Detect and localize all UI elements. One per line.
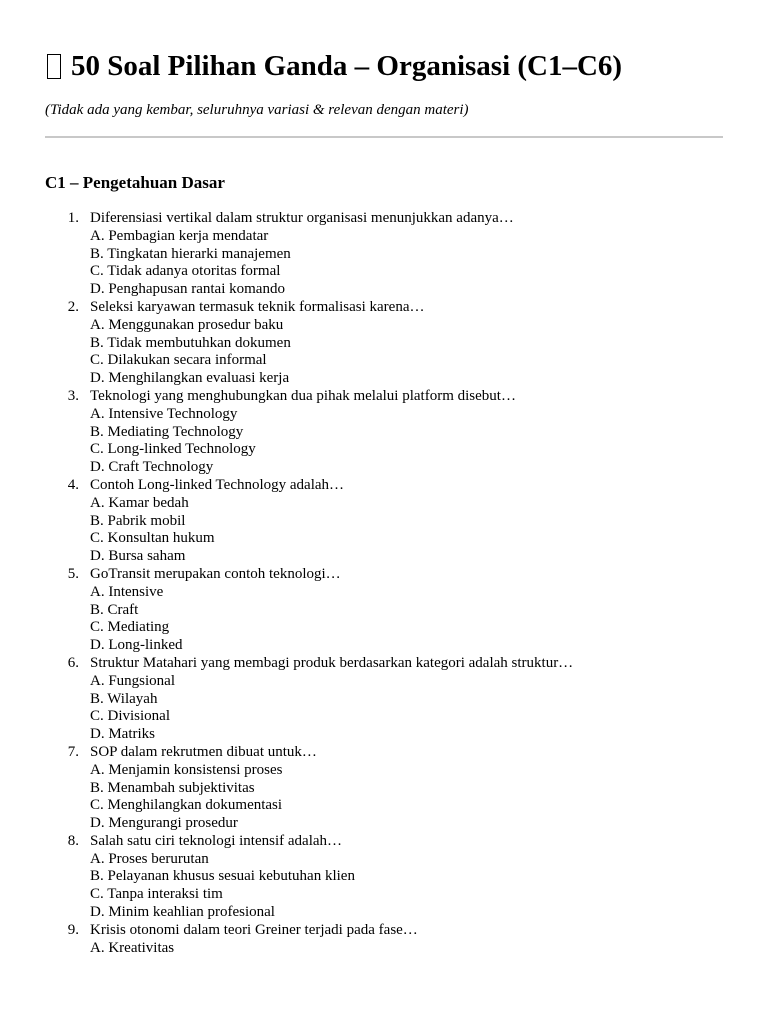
answer-option: A. Kreativitas: [90, 939, 175, 956]
question-text: Seleksi karyawan termasuk teknik formalisasi karena…: [90, 298, 425, 315]
answer-option: B. Mediating Technology: [90, 423, 244, 440]
question-number: 2.: [67, 298, 79, 315]
answer-option: C. Tanpa interaksi tim: [90, 886, 223, 903]
answer-option: D. Craft Technology: [90, 459, 214, 476]
answer-option: D. Matriks: [90, 726, 155, 743]
horizontal-divider: [45, 136, 723, 138]
answer-option: A. Pembagian kerja mendatar: [90, 227, 269, 244]
question-text: GoTransit merupakan contoh teknologi…: [90, 565, 341, 582]
answer-option: D. Penghapusan rantai komando: [90, 281, 285, 298]
answer-option: B. Craft: [90, 601, 139, 618]
question-number: 5.: [67, 565, 79, 582]
answer-option: C. Dilakukan secara informal: [90, 352, 267, 369]
question-item: [45, 210, 723, 299]
answer-option: D. Long-linked: [90, 637, 183, 654]
answer-option: B. Pelayanan khusus sesuai kebutuhan klien: [90, 868, 355, 885]
answer-option: B. Tingkatan hierarki manajemen: [90, 245, 291, 262]
answer-option: B. Tidak membutuhkan dokumen: [90, 334, 291, 351]
answer-option: D. Menghilangkan evaluasi kerja: [90, 370, 290, 387]
answer-option: A. Intensive Technology: [90, 405, 238, 422]
question-list: [45, 210, 723, 957]
question-text: Teknologi yang menghubungkan dua pihak melalui platform disebut…: [90, 387, 516, 404]
question-item: [45, 922, 723, 958]
question-item: [45, 566, 723, 655]
question-number: 1.: [67, 210, 79, 226]
question-number: 3.: [67, 387, 79, 404]
document-subtitle: (Tidak ada yang kembar, seluruhnya variasi & relevan dengan materi): [45, 102, 469, 118]
answer-option: A. Kamar bedah: [90, 494, 189, 511]
question-item: [45, 299, 723, 388]
answer-option: A. Menjamin konsistensi proses: [90, 761, 283, 778]
question-number: 4.: [67, 476, 79, 493]
question-item: [45, 833, 723, 922]
document-title-text: 50 Soal Pilihan Ganda – Organisasi (C1–C6): [71, 50, 623, 82]
answer-option: C. Long-linked Technology: [90, 441, 256, 458]
answer-option: C. Konsultan hukum: [90, 530, 215, 547]
question-text: Contoh Long-linked Technology adalah…: [90, 476, 345, 493]
question-text: Krisis otonomi dalam teori Greiner terjadi pada fase…: [90, 921, 418, 938]
question-number: 8.: [67, 832, 79, 849]
clipboard-icon: [47, 54, 61, 79]
answer-option: B. Pabrik mobil: [90, 512, 186, 529]
question-item: [45, 477, 723, 566]
question-number: 6.: [67, 654, 79, 671]
section-heading: C1 – Pengetahuan Dasar: [45, 173, 225, 192]
answer-option: C. Tidak adanya otoritas formal: [90, 263, 281, 280]
answer-option: C. Mediating: [90, 619, 170, 636]
question-text: Struktur Matahari yang membagi produk berdasarkan kategori adalah struktur…: [90, 654, 574, 671]
question-number: 7.: [67, 743, 79, 760]
answer-option: A. Fungsional: [90, 672, 176, 689]
answer-option: B. Menambah subjektivitas: [90, 779, 255, 796]
question-item: [45, 388, 723, 477]
answer-option: A. Menggunakan prosedur baku: [90, 316, 284, 333]
question-number: 9.: [67, 921, 79, 938]
document-title: [45, 46, 622, 86]
answer-option: C. Menghilangkan dokumentasi: [90, 797, 283, 814]
answer-option: D. Mengurangi prosedur: [90, 815, 238, 832]
question-text: SOP dalam rekrutmen dibuat untuk…: [90, 743, 317, 760]
answer-option: D. Bursa saham: [90, 548, 186, 565]
question-item: [45, 655, 723, 744]
answer-option: D. Minim keahlian profesional: [90, 904, 275, 921]
answer-option: A. Intensive: [90, 583, 164, 600]
answer-option: B. Wilayah: [90, 690, 158, 707]
question-item: [45, 744, 723, 833]
answer-option: C. Divisional: [90, 708, 171, 725]
answer-option: A. Proses berurutan: [90, 850, 209, 867]
question-text: Salah satu ciri teknologi intensif adalah…: [90, 832, 343, 849]
question-text: Diferensiasi vertikal dalam struktur organisasi menunjukkan adanya…: [90, 210, 514, 226]
